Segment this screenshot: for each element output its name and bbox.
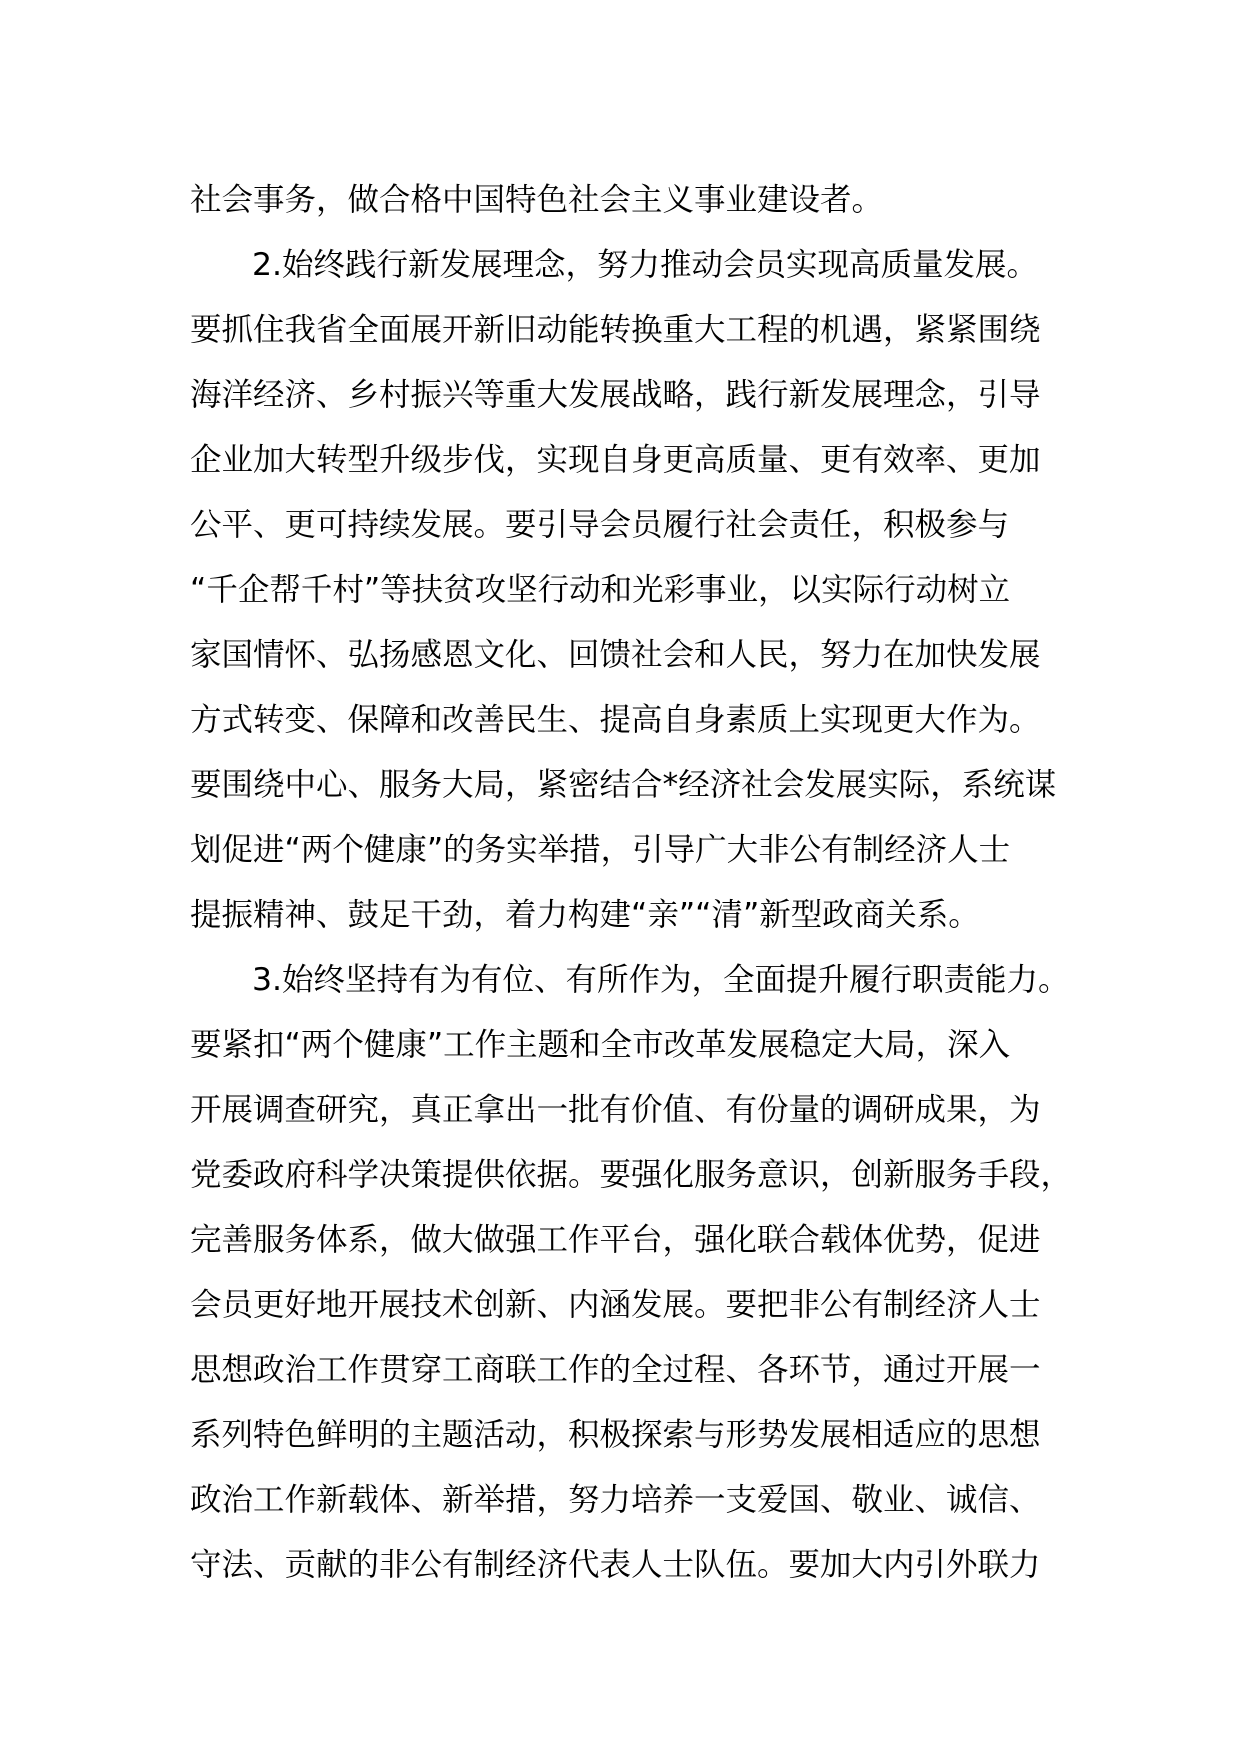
- text-line: 2.始终践行新发展理念，努力推动会员实现高质量发展。: [252, 247, 1039, 283]
- text-line: 要紧扣“两个健康”工作主题和全市改革发展稳定大局，深入: [190, 1027, 1011, 1063]
- text-line: 海洋经济、乡村振兴等重大发展战略，践行新发展理念，引导: [190, 377, 1041, 413]
- text-line: 思想政治工作贯穿工商联工作的全过程、各环节，通过开展一: [190, 1352, 1041, 1388]
- text-line: 划促进“两个健康”的务实举措，引导广大非公有制经济人士: [190, 832, 1011, 868]
- text-line: 会员更好地开展技术创新、内涵发展。要把非公有制经济人士: [190, 1287, 1041, 1323]
- text-line: 系列特色鲜明的主题活动，积极探索与形势发展相适应的思想: [190, 1417, 1041, 1453]
- text-line: 社会事务，做合格中国特色社会主义事业建设者。: [190, 182, 884, 218]
- text-line: 方式转变、保障和改善民生、提高自身素质上实现更大作为。: [190, 702, 1041, 738]
- text-line: 家国情怀、弘扬感恩文化、回馈社会和人民，努力在加快发展: [190, 637, 1041, 673]
- text-line: 政治工作新载体、新举措，努力培养一支爱国、敬业、诚信、: [190, 1482, 1041, 1518]
- text-line: 企业加大转型升级步伐，实现自身更高质量、更有效率、更加: [190, 442, 1041, 478]
- text-line: 完善服务体系，做大做强工作平台，强化联合载体优势，促进: [190, 1222, 1041, 1258]
- text-line: 公平、更可持续发展。要引导会员履行社会责任，积极参与: [190, 507, 1010, 543]
- text-line: “千企帮千村”等扶贫攻坚行动和光彩事业，以实际行动树立: [190, 572, 1011, 608]
- text-line: 守法、贡献的非公有制经济代表人士队伍。要加大内引外联力: [190, 1547, 1041, 1583]
- text-line: 要围绕中心、服务大局，紧密结合*经济社会发展实际，系统谋: [190, 767, 1057, 803]
- text-line: 开展调查研究，真正拿出一批有价值、有份量的调研成果，为: [190, 1092, 1041, 1128]
- body-text: [190, 168, 1090, 1598]
- text-line: 3.始终坚持有为有位、有所作为，全面提升履行职责能力。: [252, 962, 1070, 998]
- text-line: 要抓住我省全面展开新旧动能转换重大工程的机遇，紧紧围绕: [190, 312, 1041, 348]
- text-line: 党委政府科学决策提供依据。要强化服务意识，创新服务手段，: [190, 1157, 1073, 1193]
- text-line: 提振精神、鼓足干劲，着力构建“亲”“清”新型政商关系。: [190, 897, 980, 933]
